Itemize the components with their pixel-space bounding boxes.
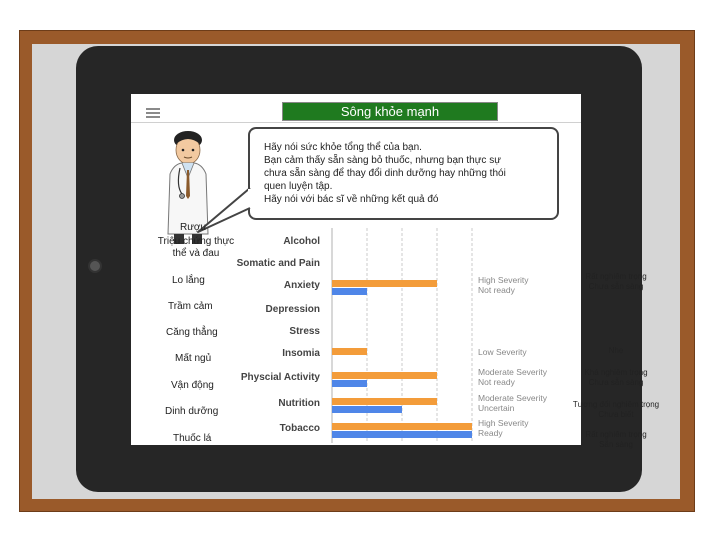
right-label-tobacco xyxy=(574,430,658,450)
left-label-depression: Trầm cảm xyxy=(168,301,213,312)
severity-label: Moderate Severity xyxy=(478,367,547,377)
right-label-line: Chưa biết xyxy=(598,410,634,419)
severity-bar xyxy=(332,423,472,430)
readiness-bar xyxy=(332,431,472,438)
severity-bar xyxy=(332,280,437,287)
right-label-line: Chưa sẵn sàng xyxy=(588,378,644,387)
right-label-line: Tương đối nghiêm trọng xyxy=(572,400,660,409)
severity-label: Low Severity xyxy=(478,347,527,357)
left-label-stress: Căng thẳng xyxy=(166,327,218,338)
right-label-line: Nhẹ xyxy=(608,346,624,355)
right-label-insomnia xyxy=(574,346,658,356)
right-label-line: Rất nghiêm trọng xyxy=(585,430,647,439)
right-label-line: Chưa sẵn sàng xyxy=(588,282,644,291)
category-label: Nutrition xyxy=(278,398,320,409)
severity-bar xyxy=(332,372,437,379)
severity-label: Moderate Severity xyxy=(478,393,547,403)
category-label: Physcial Activity xyxy=(240,372,320,383)
severity-bar xyxy=(332,398,437,405)
left-label-tobacco: Thuốc lá xyxy=(173,433,212,444)
readiness-bar xyxy=(332,406,402,413)
category-label: Anxiety xyxy=(283,280,320,291)
left-label-activity: Vận động xyxy=(171,380,214,391)
category-label: Stress xyxy=(289,326,320,337)
left-label-insomnia: Mất ngủ xyxy=(175,353,212,364)
category-label: Tobacco xyxy=(279,423,320,434)
right-label-line: Sẵn sàng xyxy=(599,440,633,449)
severity-label: Uncertain xyxy=(478,403,515,413)
speech-line: Bạn cảm thấy sẵn sàng bỏ thuốc, nhưng bạn thực sự xyxy=(264,155,501,166)
category-label: Somatic and Pain xyxy=(236,258,320,269)
severity-bar xyxy=(332,348,367,355)
right-label-activity xyxy=(574,368,658,388)
toolbar-divider xyxy=(131,122,581,123)
category-label: Depression xyxy=(265,304,320,315)
right-label-anxiety xyxy=(574,272,658,292)
left-label-anxiety: Lo lắng xyxy=(172,275,205,286)
left-label-somatic: Triệu chứng thực thể và đau xyxy=(157,236,235,259)
right-label-nutrition xyxy=(560,400,672,420)
speech-line: Hãy nói sức khỏe tổng thể của bạn. xyxy=(264,142,422,153)
severity-label: High Severity xyxy=(478,275,529,285)
category-label: Alcohol xyxy=(283,236,320,247)
app-title: Sông khỏe mạnh xyxy=(282,102,498,121)
severity-label: Not ready xyxy=(478,285,515,295)
severity-label: Ready xyxy=(478,428,503,438)
speech-line: chưa sẵn sàng để thay đổi dinh dưỡng hay những thói xyxy=(264,168,506,179)
speech-line: Hãy nói với bác sĩ về những kết quả đó xyxy=(264,194,439,205)
health-chart xyxy=(226,226,581,445)
speech-text xyxy=(264,141,554,206)
left-label-alcohol: Rượu xyxy=(180,222,207,233)
severity-label: Not ready xyxy=(478,377,515,387)
speech-line: quen luyện tập. xyxy=(264,181,333,192)
hamburger-menu-icon[interactable] xyxy=(146,108,160,120)
readiness-bar xyxy=(332,380,367,387)
tablet-camera-icon xyxy=(88,259,102,273)
readiness-bar xyxy=(332,288,367,295)
severity-label: High Severity xyxy=(478,418,529,428)
right-label-line: Rất nghiêm trọng xyxy=(585,272,647,281)
right-label-line: Khá nghiêm trọng xyxy=(584,368,648,377)
category-label: Insomia xyxy=(282,348,320,359)
left-label-nutrition: Dinh dưỡng xyxy=(165,406,219,417)
